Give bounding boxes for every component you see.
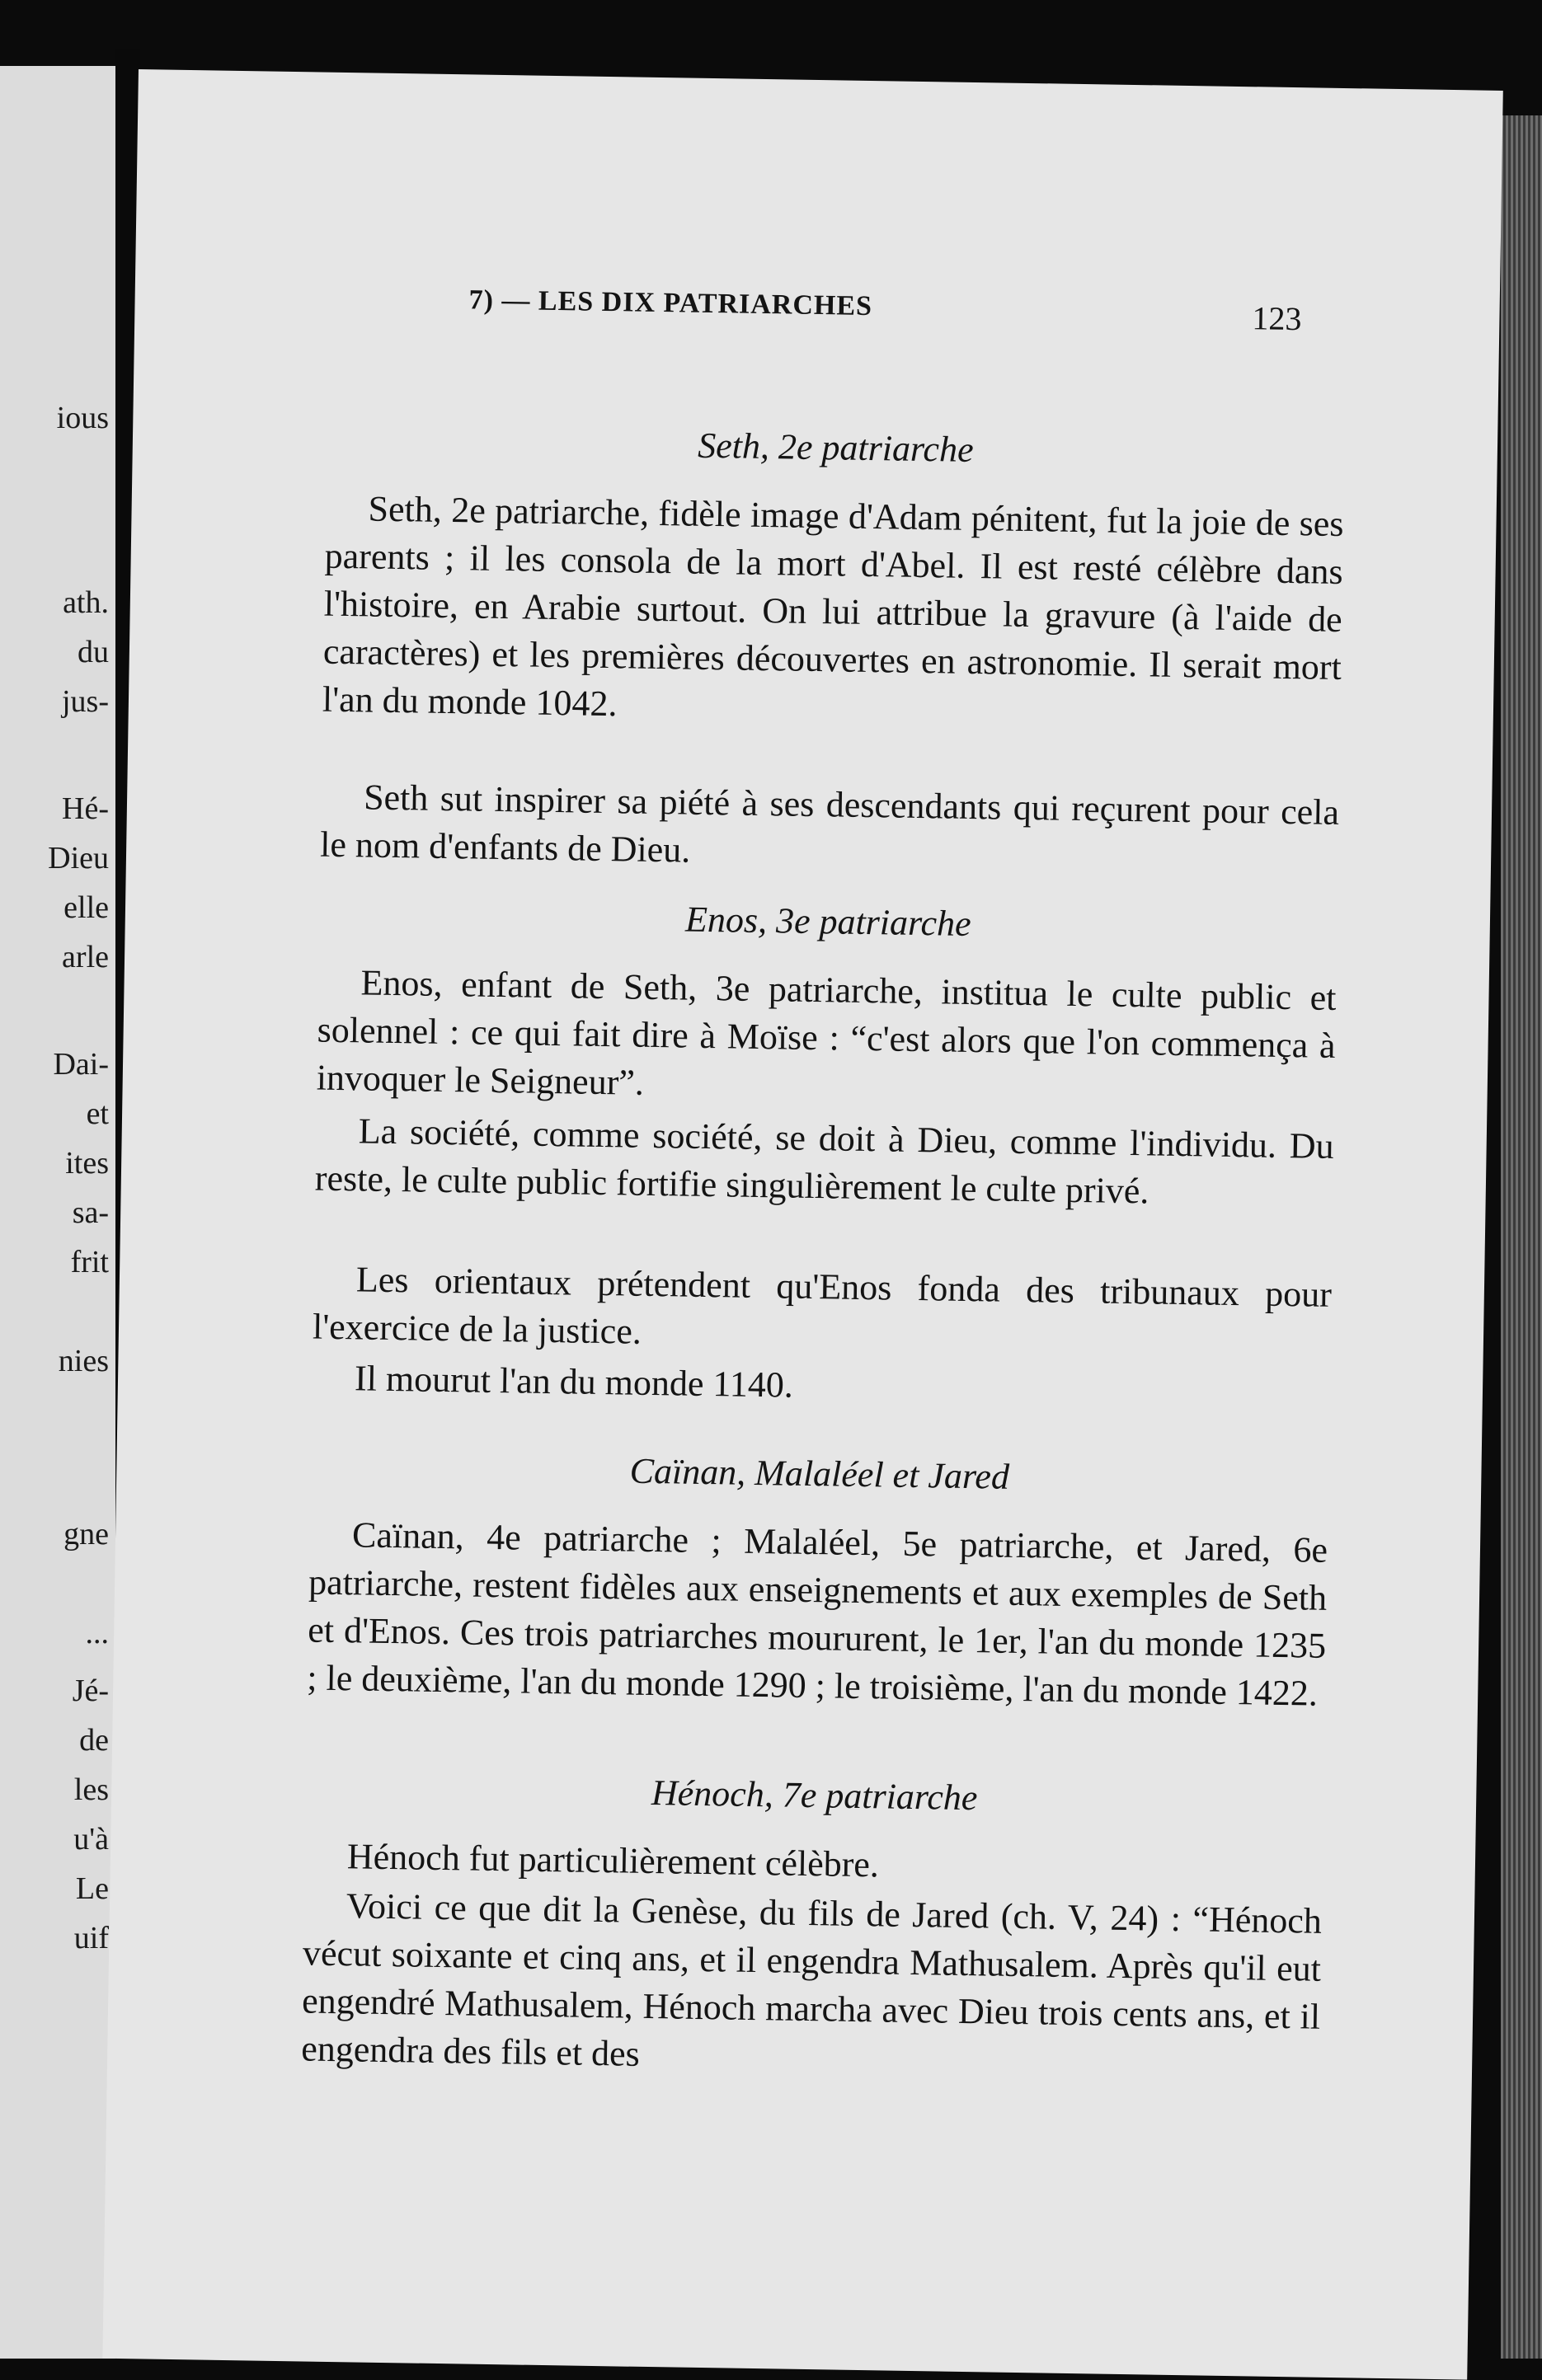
left-fragment: et [86, 1096, 109, 1131]
left-fragment: ath. [63, 585, 109, 620]
left-facing-page [0, 66, 115, 2359]
left-fragment: ious [56, 401, 109, 435]
left-fragment: u'à [73, 1822, 109, 1857]
page-edge-stack [1501, 115, 1542, 2359]
left-fragment: ... [85, 1616, 109, 1650]
section-heading: Seth, 2e patriarche [697, 425, 974, 470]
left-fragment: de [79, 1723, 109, 1758]
left-fragment: Dai- [53, 1047, 109, 1082]
paragraph: Caïnan, 4e patriarche ; Malaléel, 5e patriarche, et Jared, 6e patriarche, restent fidèles aux enseignements et aux exemples de Seth et d'Enos. Ces trois patriarches moururent, le 1er, l'an du monde 1235 ; le deuxième, l'an du monde 1290 ; le troisième, l'an du monde 1422. [306, 1514, 1328, 1714]
left-fragment: du [78, 635, 109, 669]
left-fragment: uif [73, 1921, 109, 1955]
section-heading: Caïnan, Malaléel et Jared [629, 1450, 1010, 1497]
left-fragment: jus- [62, 684, 109, 719]
left-fragment: Jé- [72, 1674, 109, 1708]
left-fragment: elle [63, 890, 109, 925]
section-heading: Hénoch, 7e patriarche [651, 1772, 978, 1819]
paragraph: Il mourut l'an du monde 1140. [354, 1358, 794, 1406]
left-fragment: gne [63, 1517, 109, 1551]
running-head [468, 284, 1302, 347]
running-head-title: 7) — LES DIX PATRIARCHES [468, 284, 873, 322]
section-heading: Enos, 3e patriarche [684, 899, 972, 944]
left-fragment: Dieu [48, 841, 109, 875]
left-fragment: sa- [72, 1195, 109, 1230]
left-fragment: arle [62, 940, 109, 974]
left-fragment: ites [65, 1146, 109, 1181]
left-fragment: Le [75, 1871, 109, 1906]
paragraph: Voici ce que dit la Genèse, du fils de Jared (ch. V, 24) : “Hénoch vécut soixante et cinq ans, et il engendra Mathusalem. Après qu'il eut engendré Mathusalem, Hénoch marcha avec Dieu trois cents ans, et il engendra des fils et des [300, 1885, 1323, 2074]
left-fragment: Hé- [62, 791, 109, 826]
paragraph: Hénoch fut particulièrement célèbre. [346, 1836, 880, 1885]
left-fragment: nies [58, 1344, 109, 1378]
paragraph: La société, comme société, se doit à Dieu, comme l'individu. Du reste, le culte public fortifie singulièrement le culte privé. [314, 1110, 1335, 1212]
left-fragment: frit [70, 1245, 109, 1279]
paragraph: Seth, 2e patriarche, fidèle image d'Adam pénitent, fut la joie de ses parents ; il les consola de la mort d'Abel. Il est resté célèbre dans l'histoire, en Arabie surtout. On lui attribue la gravure (à l'aide de caractères) et les premières découvertes en astronomie. Il serait mort l'an du monde 1042. [322, 488, 1344, 725]
paragraph: Seth sut inspirer sa piété à ses descendants qui reçurent pour cela le nom d'enfants de Dieu. [319, 777, 1340, 871]
page-body [299, 345, 1347, 2256]
main-page [102, 69, 1502, 2380]
paragraph: Les orientaux prétendent qu'Enos fonda des tribunaux pour l'exercice de la justice. [312, 1259, 1333, 1352]
page-number: 123 [1252, 299, 1302, 338]
paragraph: Enos, enfant de Seth, 3e patriarche, institua le culte public et solennel : ce qui fait dire à Moïse : “c'est alors que l'on commença à invoquer le Seigneur”. [316, 962, 1337, 1103]
left-fragment: les [73, 1772, 109, 1807]
